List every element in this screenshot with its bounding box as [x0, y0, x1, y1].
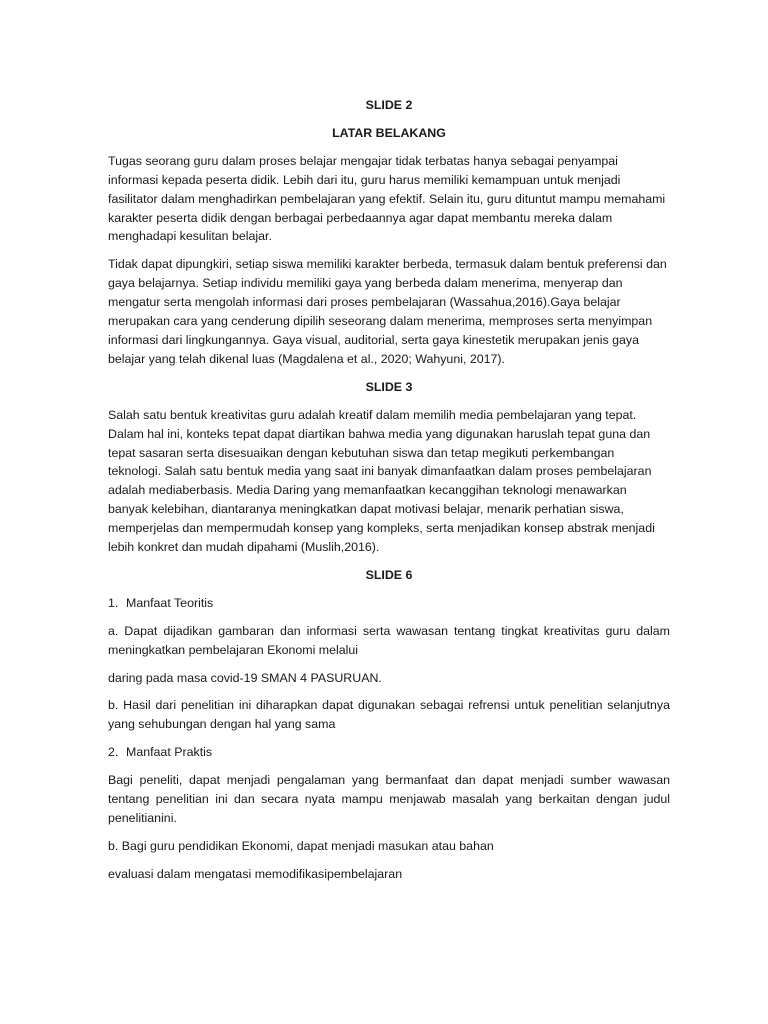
- slide6-item1-number: 1.: [108, 595, 119, 610]
- slide6-item1-title: [108, 594, 670, 613]
- slide6-item1-label: Manfaat Teoritis: [126, 595, 214, 610]
- slide6-heading: SLIDE 6: [365, 567, 413, 582]
- slide6-item2-b-continued: evaluasi dalam mengatasi memodifikasipembelajaran: [108, 866, 403, 881]
- slide3-paragraph-1: Salah satu bentuk kreativitas guru adalah kreatif dalam memilih media pembelajaran yang tepat. Dalam hal ini, konteks tepat dapat diartikan bahwa media yang digunakan haruslah tepat guna dan tepat sasaran serta disesuaikan dengan kebutuhan siswa dan tetap megikuti perkembangan teknologi. Salah satu bentuk media yang saat ini banyak dimanfaatkan dalam proses pembelajaran adalah mediaberbasis. Media Daring yang memanfaatkan kecanggihan teknologi menawarkan banyak kelebihan, diantaranya meningkatkan dapat motivasi belajar, menarik perhatian siswa, memperjelas dan mempermudah konsep yang kompleks, serta menjadikan konsep abstrak menjadi lebih konkret dan mudah dipahami (Muslih,2016).: [108, 407, 655, 555]
- slide6-item1-b: b. Hasil dari penelitian ini diharapkan dapat digunakan sebagai refrensi untuk penelitian selanjutnya yang sehubungan dengan hal yang sama: [108, 698, 670, 732]
- slide6-item2-a: Bagi peneliti, dapat menjadi pengalaman yang bermanfaat dan dapat menjadi sumber wawasan tentang penelitian ini dan secara nyata mampu menjawab masalah yang berkaitan dengan judul penelitianini.: [108, 773, 670, 825]
- slide6-item1-a-continued: daring pada masa covid-19 SMAN 4 PASURUAN.: [108, 670, 382, 685]
- slide2-subheading: LATAR BELAKANG: [332, 125, 446, 140]
- slide6-item2-title: [108, 743, 670, 762]
- slide6-item2-number: 2.: [108, 745, 119, 760]
- slide6-item2-label: Manfaat Praktis: [126, 745, 213, 760]
- slide2-paragraph-2: Tidak dapat dipungkiri, setiap siswa memiliki karakter berbeda, termasuk dalam bentuk preferensi dan gaya belajarnya. Setiap individu memiliki gaya yang berbeda dalam menerima, menyerap dan mengatur serta mengolah informasi dari proses pembelajaran (Wassahua,2016).Gaya belajar merupakan cara yang cenderung dipilih seseorang dalam menerima, memproses serta menyimpan informasi dari lingkungannya. Gaya visual, auditorial, serta gaya kinestetik merupakan jenis gaya belajar yang telah dikenal luas (Magdalena et al., 2020; Wahyuni, 2017).: [108, 257, 667, 366]
- slide2-paragraph-1: Tugas seorang guru dalam proses belajar mengajar tidak terbatas hanya sebagai penyampai informasi kepada peserta didik. Lebih dari itu, guru harus memiliki kemampuan untuk menjadi fasilitator dalam menghadirkan pembelajaran yang efektif. Selain itu, guru dituntut mampu memahami karakter peserta didik dengan berbagai perbedaannya agar dapat membantu mereka dalam menghadapi kesulitan belajar.: [108, 153, 666, 244]
- slide2-heading: SLIDE 2: [365, 98, 413, 112]
- slide6-item2-b: b. Bagi guru pendidikan Ekonomi, dapat menjadi masukan atau bahan: [108, 838, 494, 853]
- slide6-item1-a: a. Dapat dijadikan gambaran dan informasi serta wawasan tentang tingkat kreativitas guru dalam meningkatkan pembelajaran Ekonomi melalui: [108, 623, 670, 657]
- document-page: [108, 96, 670, 893]
- slide3-heading: SLIDE 3: [365, 379, 413, 394]
